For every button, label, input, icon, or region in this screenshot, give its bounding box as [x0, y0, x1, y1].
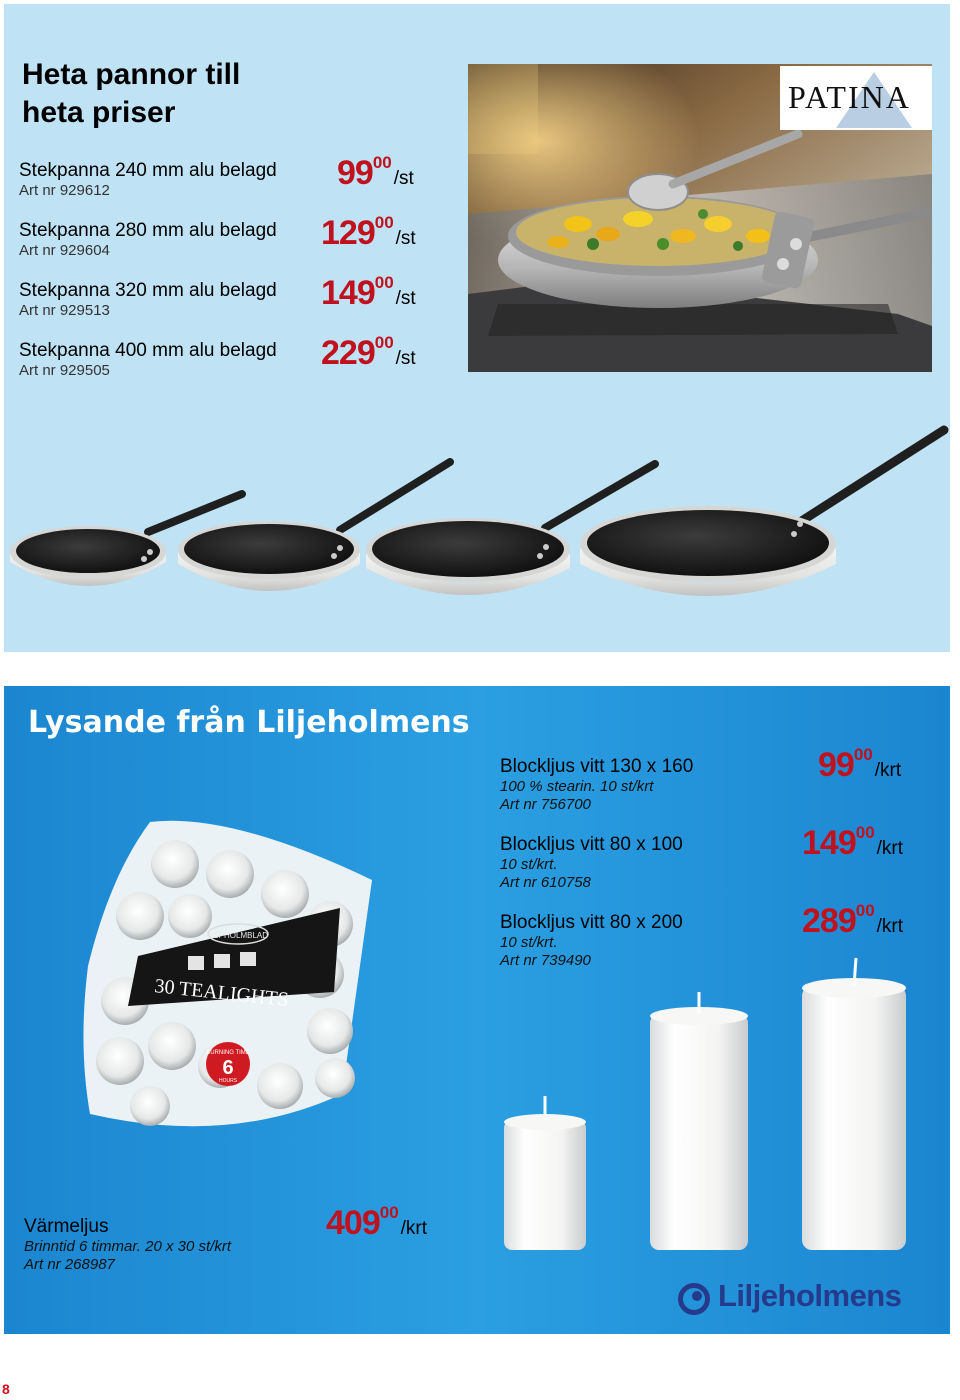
pan-item	[19, 153, 429, 210]
price-decimals: 00	[855, 901, 875, 920]
pan-name: Stekpanna 280 mm alu belagd	[19, 220, 277, 241]
candle-item	[500, 823, 920, 904]
price-unit: /krt	[400, 1218, 428, 1239]
tealight-name: Värmeljus	[24, 1216, 109, 1237]
price-decimals: 00	[379, 1203, 399, 1222]
pans-headline	[22, 56, 240, 131]
price-integer: 129	[321, 214, 375, 252]
candle-description: 10 st/krt.	[500, 856, 558, 873]
liljeholmens-logo	[678, 1280, 901, 1320]
price-unit: /st	[395, 228, 416, 249]
candle-price	[818, 746, 901, 782]
pan-item	[19, 333, 429, 390]
page-number: 8	[2, 1381, 10, 1397]
candles-headline: Lysande från Liljeholmens	[28, 705, 470, 740]
cooking-photo	[468, 64, 932, 372]
tealight-description: Brinntid 6 timmar. 20 x 30 st/krt	[24, 1238, 232, 1255]
candle-name: Blockljus vitt 130 x 160	[500, 756, 694, 777]
price-integer: 149	[802, 824, 856, 862]
badge-top-text: BURNING TIME	[206, 1050, 250, 1056]
pan-price	[321, 214, 416, 250]
candle-price	[802, 824, 903, 860]
candle-price	[802, 902, 903, 938]
liljeholmens-logo-text: Liljeholmens	[718, 1278, 902, 1313]
tealight-package-brand: ASPHOLMBLAD	[207, 931, 269, 940]
pan-name: Stekpanna 320 mm alu belagd	[19, 280, 277, 301]
frying-pans-illustration	[10, 422, 950, 617]
pans-section	[4, 4, 950, 652]
pan-art-number: Art nr 929612	[19, 182, 110, 199]
price-unit: /st	[395, 348, 416, 369]
candle-medium	[650, 992, 748, 1250]
candle-small	[504, 1096, 586, 1250]
price-decimals: 00	[374, 213, 394, 232]
candle-name: Blockljus vitt 80 x 100	[500, 834, 683, 855]
candles-section	[4, 686, 950, 1334]
patina-logo-text: PATINA	[788, 79, 911, 115]
pan-400-mm	[580, 430, 944, 596]
candle-description: 10 st/krt.	[500, 934, 558, 951]
candle-art-number: Art nr 756700	[500, 796, 591, 813]
price-integer: 99	[337, 154, 373, 192]
pan-name: Stekpanna 240 mm alu belagd	[19, 160, 277, 181]
price-integer: 289	[802, 902, 856, 940]
tealight-package-text: 30 TEALIGHTS	[153, 975, 290, 1012]
candle-description: 100 % stearin. 10 st/krt	[500, 778, 654, 795]
candle-tall	[802, 958, 906, 1250]
tealight-bag	[80, 816, 380, 1136]
price-integer: 409	[326, 1204, 380, 1242]
pan-price	[321, 274, 416, 310]
pan-art-number: Art nr 929505	[19, 362, 110, 379]
pan-art-number: Art nr 929604	[19, 242, 110, 259]
liljeholmens-logo-mark	[678, 1283, 714, 1309]
pan-price	[321, 334, 416, 370]
pan-price	[337, 154, 414, 190]
price-integer: 149	[321, 274, 375, 312]
candle-art-number: Art nr 739490	[500, 952, 591, 969]
headline-line-1: Heta pannor till	[22, 58, 241, 91]
pan-art-number: Art nr 929513	[19, 302, 110, 319]
tealight-offer	[24, 1203, 474, 1286]
price-decimals: 00	[374, 273, 394, 292]
badge-number: 6	[222, 1057, 234, 1079]
price-unit: /st	[393, 168, 414, 189]
price-decimals: 00	[855, 823, 875, 842]
price-decimals: 00	[853, 745, 873, 764]
candle-item	[500, 745, 920, 826]
pan-item	[19, 273, 429, 330]
price-integer: 99	[818, 746, 854, 784]
price-decimals: 00	[374, 333, 394, 352]
block-candles-illustration	[494, 948, 924, 1308]
candle-art-number: Art nr 610758	[500, 874, 591, 891]
pan-name: Stekpanna 400 mm alu belagd	[19, 340, 277, 361]
tealight-art-number: Art nr 268987	[24, 1256, 115, 1273]
price-unit: /st	[395, 288, 416, 309]
tealight-price	[326, 1204, 427, 1240]
price-integer: 229	[321, 334, 375, 372]
patina-logo	[780, 66, 932, 130]
badge-bottom-text: HOURS	[218, 1078, 238, 1084]
price-decimals: 00	[372, 153, 392, 172]
pan-item	[19, 213, 429, 270]
price-unit: /krt	[876, 838, 904, 859]
price-unit: /krt	[876, 916, 904, 937]
headline-line-2: heta priser	[22, 95, 176, 129]
price-unit: /krt	[874, 760, 902, 781]
candle-name: Blockljus vitt 80 x 200	[500, 912, 683, 933]
